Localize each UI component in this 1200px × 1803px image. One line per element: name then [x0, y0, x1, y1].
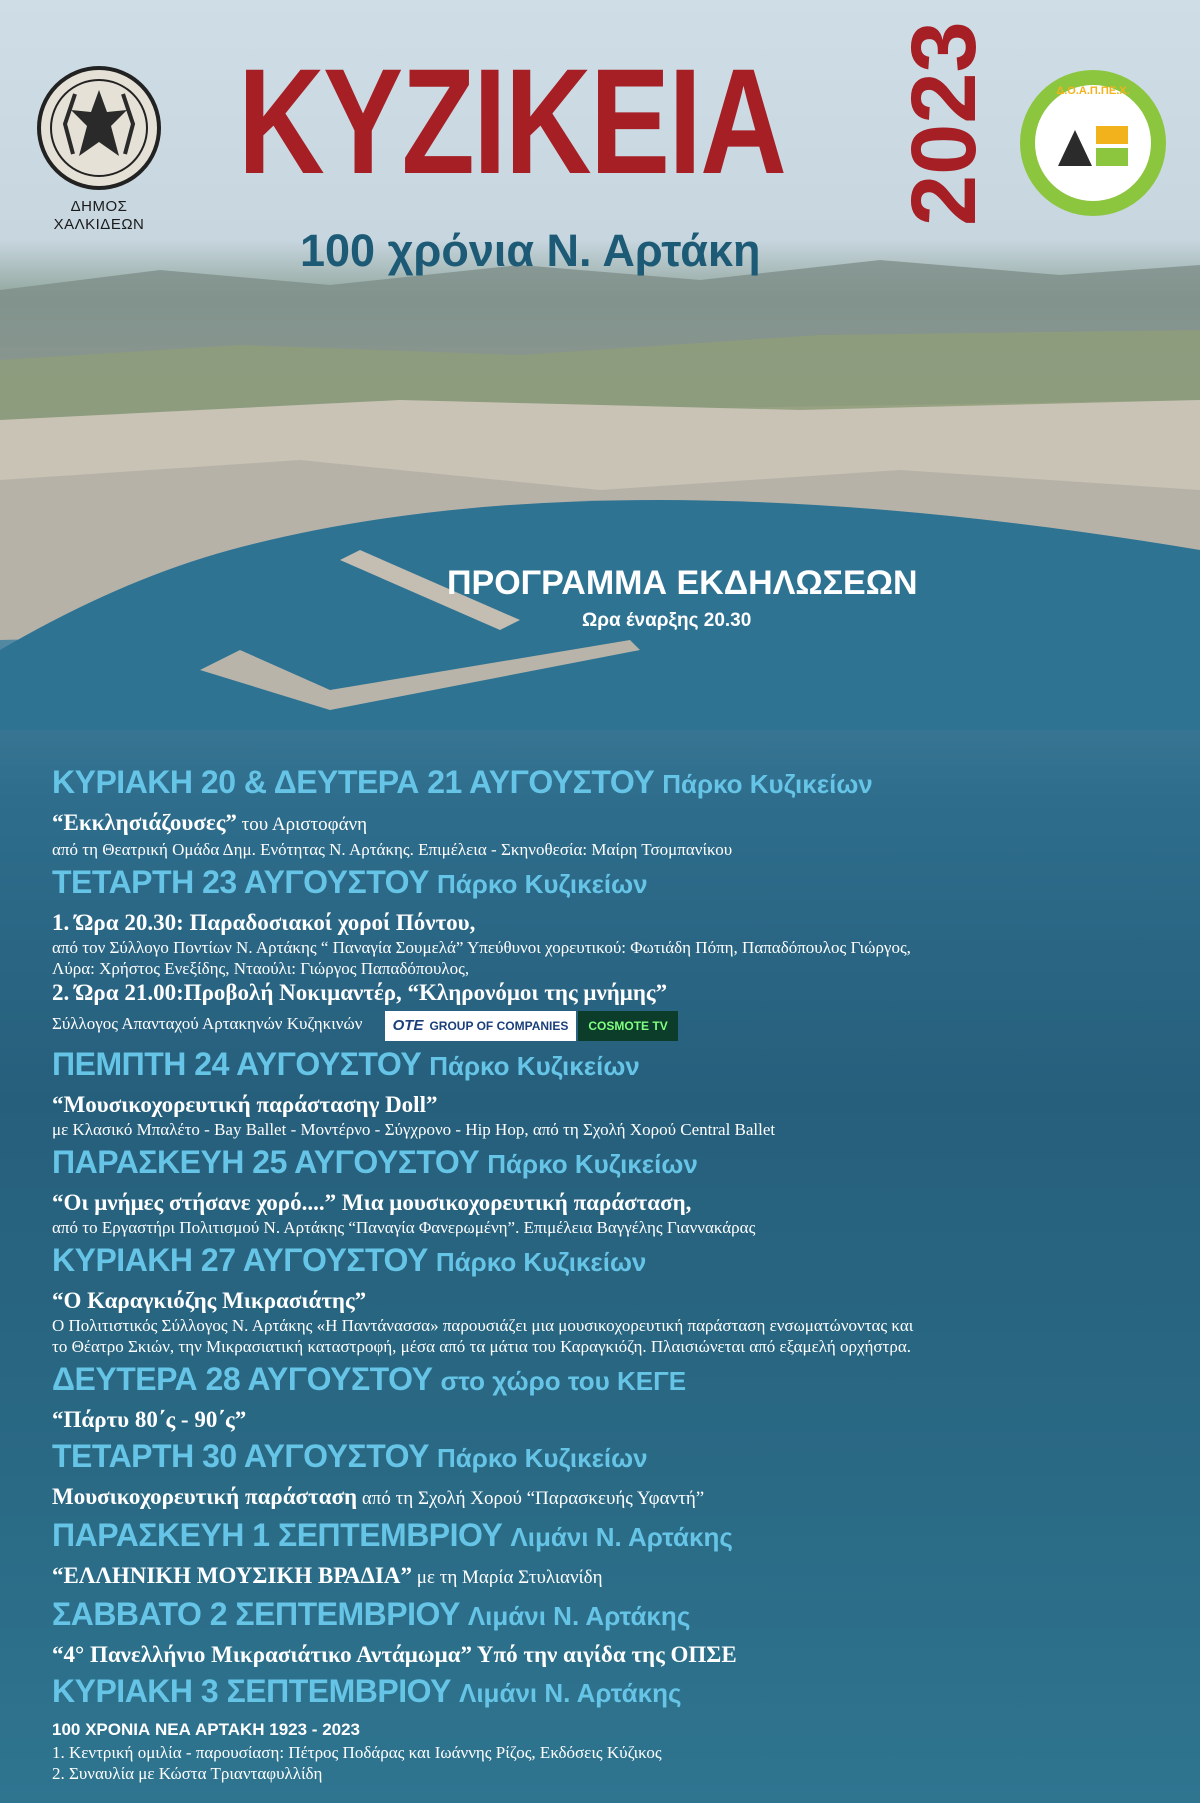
- event-aug-28: [52, 1359, 1172, 1434]
- municipality-line-1: ΔΗΜΟΣ: [70, 198, 128, 215]
- event-venue: Πάρκο Κυζικείων: [437, 869, 648, 899]
- event-sep-3: [52, 1671, 1172, 1784]
- event-title: “Εκκλησιάζουσες”: [52, 810, 237, 835]
- event-details: 1. Κεντρική ομιλία - παρουσίαση: Πέτρος Ποδάρας και Ιωάννης Ρίζος, Εκδόσεις Κύζικος: [52, 1743, 662, 1763]
- town-harbor-photo: [0, 250, 1200, 730]
- event-venue: Πάρκο Κυζικείων: [429, 1051, 640, 1082]
- event-day: ΠΑΡΑΣΚΕΥΗ 25 ΑΥΓΟΥΣΤΟΥ: [52, 1144, 480, 1181]
- sponsor-logos: [385, 1008, 678, 1042]
- event-item-details: από τον Σύλλογο Ποντίων Ν. Αρτάκης “ Παναγία Σουμελά” Υπεύθυνοι χορευτικού: Φωτιάδη Πόπη, Παπαδόπουλος Γιώργος,: [52, 938, 911, 957]
- event-venue: Πάρκο Κυζικείων: [487, 1149, 698, 1180]
- event-aug-20-21: [52, 762, 1172, 860]
- event-venue: Λιμάνι Ν. Αρτάκης: [510, 1522, 733, 1553]
- event-details: 2. Συναυλία με Κώστα Τριανταφυλλίδη: [52, 1764, 323, 1784]
- event-sep-2: [52, 1594, 1172, 1669]
- event-title: “Οι μνήμες στήσανε χορό....” Μια μουσικοχορευτική παράσταση,: [52, 1190, 692, 1216]
- municipality-logo: [34, 64, 164, 234]
- event-title: “ΕΛΛΗΝΙΚΗ ΜΟΥΣΙΚΗ ΒΡΑΔΙΑ”: [52, 1563, 413, 1589]
- events-list: [52, 762, 1172, 1786]
- event-day: ΚΥΡΙΑΚΗ 3 ΣΕΠΤΕΜΒΡΙΟΥ: [52, 1673, 451, 1710]
- event-aug-25: [52, 1142, 1172, 1238]
- event-venue: Πάρκο Κυζικείων: [662, 769, 873, 799]
- event-aug-24: [52, 1044, 1172, 1140]
- association-logo-icon: [1020, 70, 1166, 216]
- event-day: ΠΑΡΑΣΚΕΥΗ 1 ΣΕΠΤΕΜΒΡΙΟΥ: [52, 1517, 503, 1554]
- event-details: από τη Θεατρική Ομάδα Δημ. Ενότητας Ν. Αρτάκης. Επιμέλεια - Σκηνοθεσία: Μαίρη Τσομπανίκου: [52, 840, 733, 859]
- event-day: ΠΕΜΠΤΗ 24 ΑΥΓΟΥΣΤΟΥ: [52, 1046, 422, 1083]
- event-venue: Λιμάνι Ν. Αρτάκης: [458, 1678, 682, 1709]
- association-logo: [1020, 70, 1166, 216]
- event-venue: Πάρκο Κυζικείων: [435, 1247, 647, 1278]
- event-details: Ο Πολιτιστικός Σύλλογος Ν. Αρτάκης «Η Παντάνασσα» παρουσιάζει μια μουσικοχορευτική παράσταση ενσωματώνοντας και: [52, 1316, 914, 1336]
- event-day: ΚΥΡΙΑΚΗ 20 & ΔΕΥΤΕΡΑ 21 ΑΥΓΟΥΣΤΟΥ: [52, 764, 655, 800]
- event-day: ΣΑΒΒΑΤΟ 2 ΣΕΠΤΕΜΒΡΙΟΥ: [52, 1596, 460, 1633]
- start-time: Ωρα έναρξης 20.30: [582, 610, 752, 631]
- event-title: “Πάρτυ 80΄ς - 90΄ς”: [52, 1407, 247, 1433]
- festival-year: 2023: [893, 21, 995, 226]
- municipality-line-2: ΧΑΛΚΙΔΕΩΝ: [53, 216, 145, 233]
- event-title: “Μουσικοχορευτική παράστασηγ Doll”: [52, 1092, 438, 1118]
- event-day: ΔΕΥΤΕΡΑ 28 ΑΥΓΟΥΣΤΟΥ: [52, 1361, 433, 1398]
- event-item-details: Λύρα: Χρήστος Ενεξίδης, Νταούλι: Γιώργος Παπαδόπουλος,: [52, 959, 470, 978]
- event-details: το Θέατρο Σκιών, την Μικρασιατική καταστροφή, μέσα από τα μάτια του Καραγκιόζη. Πλαισιώνεται από εξαμελή ορχήστρα.: [52, 1337, 912, 1357]
- poster-header: [0, 0, 1200, 300]
- event-title-suffix: από τη Σχολή Χορού “Παρασκευής Υφαντή”: [357, 1488, 705, 1510]
- event-aug-30: [52, 1436, 1172, 1513]
- ote-logo-text: GROUP OF COMPANIES: [429, 1019, 569, 1034]
- event-sep-1: [52, 1515, 1172, 1592]
- event-aug-27: [52, 1240, 1172, 1357]
- festival-title: ΚΥΖΙΚΕΙΑ: [238, 37, 786, 205]
- event-title: “4° Πανελλήνιο Μικρασιάτικο Αντάμωμα” Υπό την αιγίδα της ΟΠΣΕ: [52, 1642, 737, 1668]
- event-day: ΤΕΤΑΡΤΗ 30 ΑΥΓΟΥΣΤΟΥ: [52, 1438, 429, 1475]
- association-logo-text: Δ.Ο.Α.Π.ΠΕ.Χ.: [1056, 85, 1130, 97]
- event-item-title: 2. Ώρα 21.00:Προβολή Νοκιμαντέρ, “Κληρονόμοι της μνήμης”: [52, 980, 668, 1005]
- event-day: ΚΥΡΙΑΚΗ 27 ΑΥΓΟΥΣΤΟΥ: [52, 1242, 428, 1279]
- event-title-suffix: του Αριστοφάνη: [236, 814, 368, 835]
- event-venue: στο χώρο του ΚΕΓΕ: [440, 1366, 687, 1397]
- event-day: ΤΕΤΑΡΤΗ 23 ΑΥΓΟΥΣΤΟΥ: [52, 864, 429, 900]
- event-item-title: 1. Ώρα 20.30: Παραδοσιακοί χοροί Πόντου,: [52, 910, 476, 935]
- ote-mark: ΟΤΕ: [392, 1017, 424, 1035]
- event-details: από το Εργαστήρι Πολιτισμού Ν. Αρτάκης “Παναγία Φανερωμένη”. Επιμέλεια Βαγγέλης Γιαννακάρας: [52, 1218, 756, 1238]
- cosmote-tv-logo: COSMOTE TV: [578, 1011, 677, 1041]
- event-details: με Κλασικό Μπαλέτο - Bay Ballet - Μοντέρνο - Σύγχρονο - Hip Hop, από τη Σχολή Χορού Central Ballet: [52, 1120, 776, 1140]
- festival-subtitle: 100 χρόνια Ν. Αρτάκη: [300, 225, 761, 276]
- event-subheading: 100 ΧΡΟΝΙΑ ΝΕΑ ΑΡΤΑΚΗ 1923 - 2023: [52, 1720, 361, 1740]
- coin-seal-icon: [35, 64, 163, 192]
- event-title: “Ο Καραγκιόζης Μικρασιάτης”: [52, 1288, 367, 1314]
- event-title-suffix: με τη Μαρία Στυλιανίδη: [412, 1567, 603, 1589]
- event-aug-23: [52, 862, 1172, 1042]
- event-title: Μουσικοχορευτική παράσταση: [52, 1484, 358, 1510]
- municipality-name: [34, 198, 164, 234]
- ote-logo: [385, 1011, 577, 1041]
- event-item-details: Σύλλογος Απανταχού Αρτακηνών Κυζηκινών: [52, 1014, 363, 1033]
- program-title: ΠΡΟΓΡΑΜΜΑ ΕΚΔΗΛΩΣΕΩΝ: [447, 564, 918, 602]
- event-venue: Πάρκο Κυζικείων: [437, 1443, 648, 1474]
- event-venue: Λιμάνι Ν. Αρτάκης: [467, 1601, 691, 1632]
